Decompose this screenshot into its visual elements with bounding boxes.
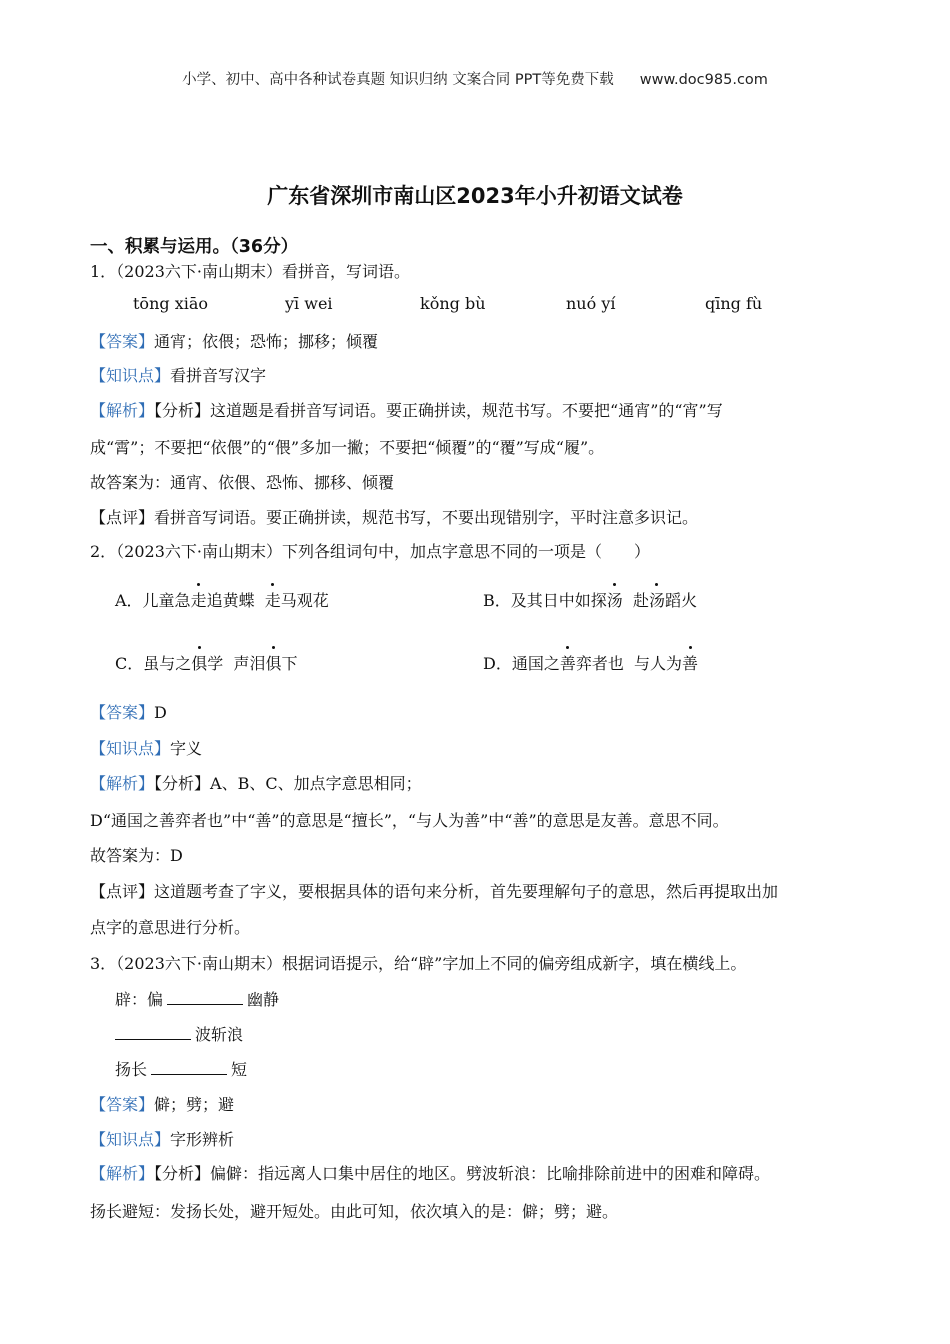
header-text: 小学、初中、高中各种试卷真题 知识归纳 文案合同 PPT等免费下载 <box>182 72 614 88</box>
analysis-tag: 【解析】 <box>90 1164 155 1183</box>
analysis-text: 【分析】这道题是看拼音写词语。要正确拼读，规范书写。不要把“通宵”的“宵”写 <box>154 401 723 420</box>
q3-row-3 <box>115 1057 247 1080</box>
fill-blank-1[interactable] <box>167 990 243 1005</box>
q1-answer <box>90 329 378 352</box>
dotted-char: 俱 <box>265 651 281 674</box>
answer-tag: 【答案】 <box>90 332 155 351</box>
option-text: B．及其日中如探 <box>483 591 607 610</box>
page-title: 广东省深圳市南山区2023年小升初语文试卷 <box>267 184 683 208</box>
section-heading: 一、积累与运用。（36分） <box>90 237 299 257</box>
q1-stem: 1．（2023六下·南山期末）看拼音，写词语。 <box>90 262 410 281</box>
analysis-tag: 【解析】 <box>90 401 155 420</box>
knowledge-tag: 【知识点】 <box>90 366 171 385</box>
q2-conclusion: 故答案为：D <box>90 846 183 865</box>
knowledge-text: 字形辨析 <box>170 1130 235 1149</box>
q1-pinyin-5: qīng fù <box>705 294 763 313</box>
q2-knowledge <box>90 736 202 759</box>
q2-stem: 2．（2023六下·南山期末）下列各组词句中，加点字意思不同的一项是（ ） <box>90 542 650 561</box>
option-text: D．通国之 <box>483 654 560 673</box>
answer-text: D <box>154 703 167 722</box>
fill-blank-3[interactable] <box>151 1060 227 1075</box>
option-text: 赴 <box>622 591 649 610</box>
q1-knowledge <box>90 363 266 386</box>
analysis-text: 【分析】偏僻：指远离人口集中居住的地区。劈波斩浪：比喻排除前进中的困难和障碍。 <box>154 1164 771 1183</box>
dotted-char: 走 <box>265 588 281 611</box>
q3-stem: 3．（2023六下·南山期末）根据词语提示，给“辟”字加上不同的偏旁组成新字，填在横线上。 <box>90 954 747 973</box>
q2-option-c[interactable] <box>115 651 297 674</box>
option-text: 蹈火 <box>664 591 697 610</box>
q2-answer <box>90 700 167 723</box>
page-header <box>0 68 950 89</box>
q3-row-2 <box>115 1022 243 1045</box>
fill-blank-2[interactable] <box>115 1025 191 1040</box>
option-text: 马观花 <box>280 591 329 610</box>
knowledge-tag: 【知识点】 <box>90 1130 171 1149</box>
q3-prompt: 短 <box>231 1060 248 1079</box>
q3-analysis-cont: 扬长避短：发扬长处，避开短处。由此可知，依次填入的是：僻；劈；避。 <box>90 1202 619 1221</box>
q1-analysis <box>90 398 723 421</box>
header-url[interactable]: www.doc985.com <box>639 72 768 88</box>
dotted-char: 善 <box>682 651 698 674</box>
option-text: 弈者也 与人为 <box>575 654 683 673</box>
q1-conclusion: 故答案为：通宵、依偎、恐怖、挪移、倾覆 <box>90 473 395 492</box>
q3-knowledge <box>90 1127 234 1150</box>
dotted-char: 走 <box>191 588 207 611</box>
q3-prompt: 辟：偏 <box>115 990 164 1009</box>
knowledge-tag: 【知识点】 <box>90 739 171 758</box>
q3-prompt: 扬长 <box>115 1060 148 1079</box>
dotted-char: 汤 <box>649 588 665 611</box>
q2-option-b[interactable] <box>483 588 697 611</box>
analysis-text: 【分析】A、B、C、加点字意思相同； <box>154 774 422 793</box>
option-text: 追黄蝶 <box>206 591 265 610</box>
dotted-char: 善 <box>560 651 576 674</box>
q2-analysis-cont: D“通国之善弈者也”中“善”的意思是“擅长”，“与人为善”中“善”的意思是友善。意思不同。 <box>90 811 729 830</box>
knowledge-text: 看拼音写汉字 <box>170 366 267 385</box>
option-text: 学 声泪 <box>207 654 266 673</box>
answer-tag: 【答案】 <box>90 703 155 722</box>
option-text: C．虽与之 <box>115 654 192 673</box>
answer-text: 通宵；依偎；恐怖；挪移；倾覆 <box>154 332 379 351</box>
q1-pinyin-1: tōng xiāo <box>133 294 209 313</box>
option-text: 下 <box>281 654 298 673</box>
q1-comment: 【点评】看拼音写词语。要正确拼读，规范书写，不要出现错别字，平时注意多识记。 <box>90 508 699 527</box>
knowledge-text: 字义 <box>170 739 203 758</box>
q3-row-1 <box>115 987 279 1010</box>
option-text: A．儿童急 <box>115 591 191 610</box>
analysis-tag: 【解析】 <box>90 774 155 793</box>
dotted-char: 汤 <box>607 588 623 611</box>
q3-prompt: 幽静 <box>247 990 280 1009</box>
q2-comment-cont: 点字的意思进行分析。 <box>90 918 251 937</box>
q2-option-a[interactable] <box>115 588 329 611</box>
q2-option-d[interactable] <box>483 651 698 674</box>
answer-tag: 【答案】 <box>90 1095 155 1114</box>
q1-pinyin-3: kǒng bù <box>420 294 486 313</box>
answer-text: 僻；劈；避 <box>154 1095 235 1114</box>
q1-pinyin-2: yī wei <box>285 294 333 313</box>
q3-prompt: 波斩浪 <box>195 1025 244 1044</box>
q2-analysis <box>90 771 422 794</box>
q3-answer <box>90 1092 234 1115</box>
q1-pinyin-4: nuó yí <box>566 294 616 313</box>
q2-comment: 【点评】这道题考查了字义，要根据具体的语句来分析，首先要理解句子的意思，然后再提取出加 <box>90 882 779 901</box>
dotted-char: 俱 <box>191 651 207 674</box>
q1-analysis-cont: 成“霄”；不要把“依偎”的“偎”多加一撇；不要把“倾覆”的“覆”写成“履”。 <box>90 438 605 457</box>
q3-analysis <box>90 1161 770 1184</box>
